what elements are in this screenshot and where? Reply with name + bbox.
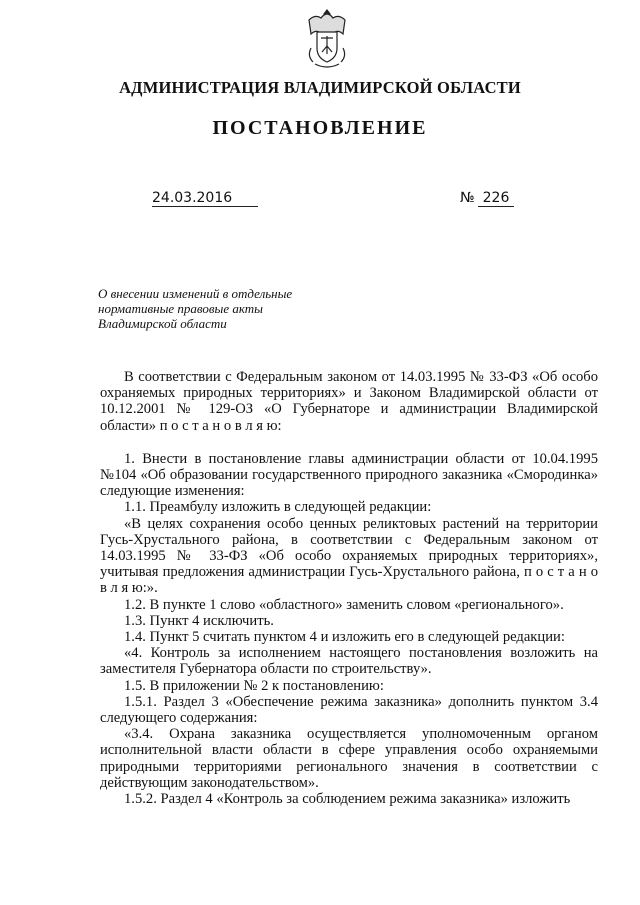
clause-1-3: 1.3. Пункт 4 исключить. [124,612,274,629]
clause-1-5-1-quote: «3.4. Охрана заказника осуществляется уполномоченным органом исполнительной власти области в сфере управления особо охраняемыми природными территориями регионального значения в соответствии с действующим законодательством». [100,726,598,791]
clause-1-4-quote: «4. Контроль за исполнением настоящего постановления возложить на заместителя Губернатора области по строительству». [100,645,598,678]
document-body [100,369,598,807]
subject-line: Владимирской области [98,316,227,331]
clause-1-4: 1.4. Пункт 5 считать пунктом 4 и изложить его в следующей редакции: [124,629,565,646]
document-subject [98,286,338,331]
document-number: 226 [478,190,514,207]
document-type: ПОСТАНОВЛЕНИЕ [212,117,428,139]
clause-1-1-quote: «В целях сохранения особо ценных реликтовых растений на территории Гусь-Хрустального района, в соответствии с Федеральным законом от 14.03.1995 № 33-ФЗ «Об особо охраняемых природных территориях», учитывая предложения администрации Гусь-Хрустального района, п о с т а н о в л я ю:». [100,515,598,597]
clause-1-5-2: 1.5.2. Раздел 4 «Контроль за соблюдением режима заказника» изложить [124,791,571,808]
clause-1-5: 1.5. В приложении № 2 к постановлению: [124,677,384,694]
clause-1-5-1: 1.5.1. Раздел 3 «Обеспечение режима заказника» дополнить пунктом 3.4 следующего содержания: [100,693,598,727]
number-label: № [460,190,475,206]
document-date: 24.03.2016 [152,190,258,207]
subject-line: нормативные правовые акты [98,301,263,316]
organization-title: АДМИНИСТРАЦИЯ ВЛАДИМИРСКОЙ ОБЛАСТИ [119,78,521,97]
clause-1: 1. Внести в постановление главы администрации области от 10.04.1995 №104 «Об образовании государственного природного заказника «Смородинка» следующие изменения: [100,450,598,500]
preamble-paragraph: В соответствии с Федеральным законом от 14.03.1995 № 33-ФЗ «Об особо охраняемых природных территориях» и Законом Владимирской области от 10.12.2001 № 129-ОЗ «О Губернаторе и администрации Владимирской области» п о с т а н о в л я ю: [100,369,598,434]
clause-1-2: 1.2. В пункте 1 слово «областного» заменить словом «регионального». [124,596,564,613]
coat-of-arms-icon [303,8,351,70]
subject-line: О внесении изменений в отдельные [98,286,293,301]
clause-1-1: 1.1. Преамбулу изложить в следующей редакции: [124,499,432,516]
